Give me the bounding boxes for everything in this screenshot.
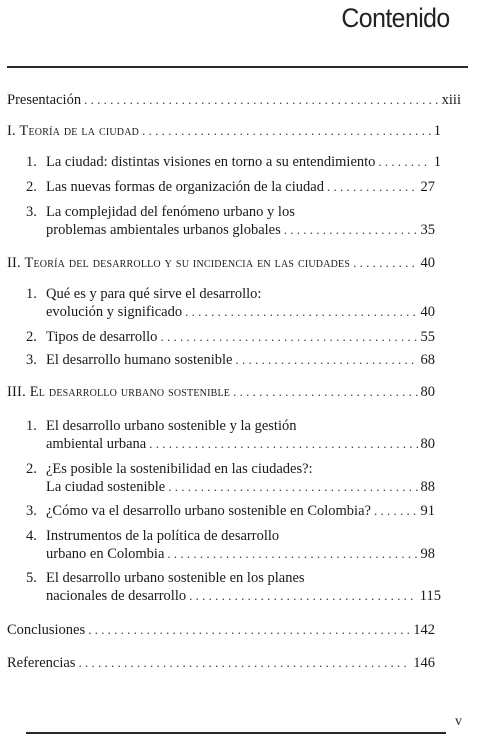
- dot-leader: [185, 303, 417, 321]
- toc-item-number: 3.: [26, 204, 37, 220]
- toc-item-label-line1: ¿Es posible la sostenibilidad en las ciudades?:: [46, 461, 313, 477]
- toc-item-label: ¿Cómo va el desarrollo urbano sostenible en Colombia?: [46, 503, 371, 519]
- toc-item-label-line1: Qué es y para qué sirve el desarrollo:: [46, 286, 262, 302]
- dot-leader: [327, 178, 418, 196]
- page-folio: v: [455, 714, 462, 729]
- toc-item[interactable]: [46, 351, 435, 369]
- dot-leader: [88, 621, 410, 639]
- toc-entry-label: Referencias: [7, 655, 76, 671]
- toc-item[interactable]: [46, 221, 435, 239]
- toc-item-label-line1: El desarrollo urbano sostenible y la gestión: [46, 418, 297, 434]
- toc-page-number: 142: [413, 622, 435, 638]
- dot-leader: [233, 383, 417, 401]
- toc-item-number: 2.: [26, 179, 37, 195]
- toc-page-number: 115: [419, 588, 441, 604]
- bottom-rule: [26, 732, 446, 734]
- toc-page-number: 91: [420, 503, 435, 519]
- toc-entry-referencias[interactable]: [7, 654, 435, 672]
- toc-page-number: 146: [413, 655, 435, 671]
- toc-page-number: 40: [420, 255, 435, 271]
- toc-page-number: xiii: [441, 92, 461, 108]
- toc-item-number: 4.: [26, 528, 37, 544]
- toc-part-label: III. El desarrollo urbano sostenible: [7, 384, 231, 400]
- toc-item-number: 5.: [26, 570, 37, 586]
- toc-item-label: evolución y significado: [46, 304, 183, 320]
- toc-page-number: 98: [420, 546, 435, 562]
- dot-leader: [378, 153, 430, 171]
- toc-page-number: 80: [420, 384, 435, 400]
- toc-entry-conclusiones[interactable]: [7, 621, 435, 639]
- dot-leader: [149, 435, 417, 453]
- toc-part-3[interactable]: [7, 383, 435, 401]
- toc-part-label: I. Teoría de la ciudad: [7, 123, 140, 139]
- toc-item-label: nacionales de desarrollo: [46, 588, 187, 604]
- toc-item[interactable]: [46, 328, 435, 346]
- toc-item-label: Tipos de desarrollo: [46, 329, 158, 345]
- dot-leader: [284, 221, 418, 239]
- toc-entry-presentacion[interactable]: [7, 91, 461, 109]
- toc-item-number: 1.: [26, 418, 37, 434]
- toc-page-number: 35: [420, 222, 435, 238]
- toc-item-number: 3.: [26, 352, 37, 368]
- page-title: Contenido: [341, 3, 450, 33]
- toc-part-2[interactable]: [7, 254, 435, 272]
- toc-entry-label: Conclusiones: [7, 622, 86, 638]
- toc-item-label-line1: El desarrollo urbano sostenible en los planes: [46, 570, 305, 586]
- toc-page-number: 1: [433, 154, 441, 170]
- dot-leader: [353, 254, 417, 272]
- dot-leader: [84, 91, 439, 109]
- dot-leader: [160, 328, 417, 346]
- toc-item[interactable]: [46, 178, 435, 196]
- toc-entry-label: Presentación: [7, 92, 82, 108]
- dot-leader: [78, 654, 410, 672]
- toc-item-number: 2.: [26, 461, 37, 477]
- toc-page-number: 68: [420, 352, 435, 368]
- toc-page-number: 27: [420, 179, 435, 195]
- toc-item-label: El desarrollo humano sostenible: [46, 352, 233, 368]
- dot-leader: [189, 587, 417, 605]
- toc-page-number: 55: [420, 329, 435, 345]
- toc-item-label: ambiental urbana: [46, 436, 147, 452]
- toc-part-label: II. Teoría del desarrollo y su incidencia en las ciudades: [7, 255, 351, 271]
- toc-page-number: 88: [420, 479, 435, 495]
- toc-item-label: La ciudad sostenible: [46, 479, 166, 495]
- dot-leader: [167, 545, 417, 563]
- toc-item-number: 1.: [26, 154, 37, 170]
- toc-item[interactable]: [46, 478, 435, 496]
- toc-item-label: La ciudad: distintas visiones en torno a su entendimiento: [46, 154, 376, 170]
- toc-item-number: 1.: [26, 286, 37, 302]
- toc-item[interactable]: [46, 545, 435, 563]
- toc-item-label-line1: La complejidad del fenómeno urbano y los: [46, 204, 295, 220]
- toc-page-number: 1: [433, 123, 441, 139]
- toc-item-label-line1: Instrumentos de la política de desarrollo: [46, 528, 280, 544]
- toc-item[interactable]: [46, 587, 441, 605]
- toc-item-number: 2.: [26, 329, 37, 345]
- toc-item-label: urbano en Colombia: [46, 546, 165, 562]
- top-rule: [7, 66, 468, 68]
- dot-leader: [142, 122, 431, 140]
- toc-item-label: problemas ambientales urbanos globales: [46, 222, 281, 238]
- toc-item[interactable]: [46, 303, 435, 321]
- dot-leader: [168, 478, 417, 496]
- toc-item[interactable]: [46, 435, 435, 453]
- dot-leader: [235, 351, 417, 369]
- dot-leader: [374, 502, 418, 520]
- toc-part-1[interactable]: [7, 122, 441, 140]
- toc-item[interactable]: [46, 502, 435, 520]
- toc-item-number: 3.: [26, 503, 37, 519]
- toc-page-number: 40: [420, 304, 435, 320]
- toc-item-label: Las nuevas formas de organización de la ciudad: [46, 179, 324, 195]
- toc-page-number: 80: [420, 436, 435, 452]
- toc-item[interactable]: [46, 153, 441, 171]
